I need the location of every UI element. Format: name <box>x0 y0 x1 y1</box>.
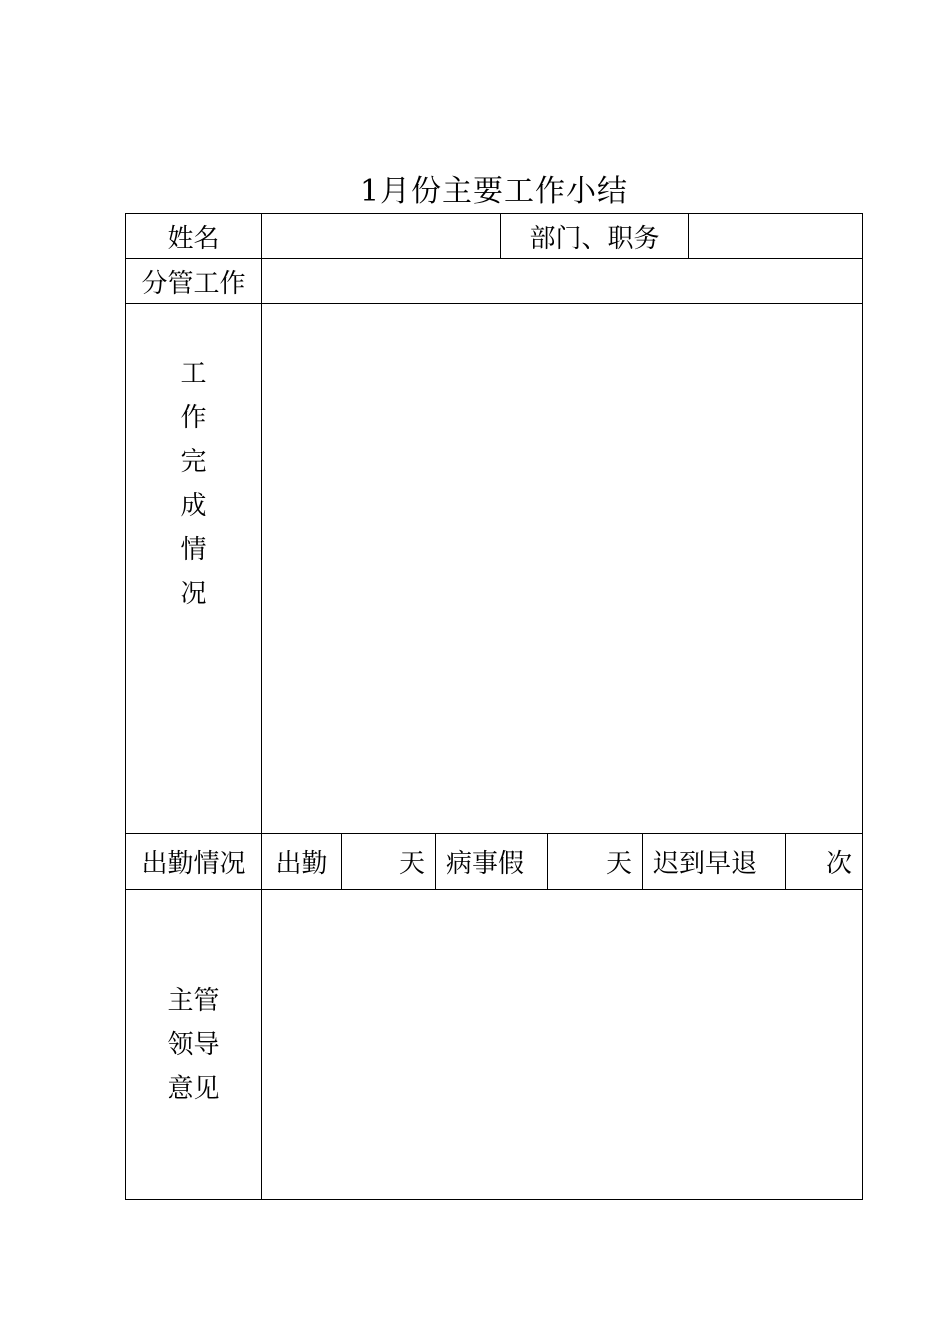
supervisor-opinion-label-line: 领导 <box>167 1029 220 1060</box>
supervisor-opinion-label-line: 意见 <box>167 1073 220 1104</box>
work-completion-label-char: 情 <box>180 535 207 565</box>
supervisor-opinion-field[interactable] <box>262 890 862 1199</box>
work-completion-label-char: 成 <box>180 491 207 521</box>
attendance-present-label: 出勤 <box>275 849 328 879</box>
name-label: 姓名 <box>167 223 220 254</box>
table-border-right <box>862 213 863 1200</box>
duty-label: 分管工作 <box>141 268 246 299</box>
supervisor-opinion-label <box>126 890 261 1199</box>
attendance-leave-label: 病事假 <box>446 849 525 879</box>
duty-field[interactable] <box>262 259 862 303</box>
attendance-leave-days-field[interactable] <box>548 834 642 889</box>
work-completion-label-char: 况 <box>180 579 207 609</box>
page-title: 1月份主要工作小结 <box>359 174 629 209</box>
name-field[interactable] <box>262 214 500 258</box>
work-completion-field[interactable] <box>262 304 862 833</box>
work-completion-label-char: 作 <box>180 403 207 433</box>
attendance-late-label: 迟到早退 <box>653 849 758 879</box>
attendance-present-unit: 天 <box>398 849 425 879</box>
attendance-label: 出勤情况 <box>141 849 246 879</box>
department-title-field[interactable] <box>689 214 862 258</box>
attendance-leave-unit: 天 <box>605 849 632 879</box>
attendance-present-days-field[interactable] <box>342 834 435 889</box>
work-completion-label <box>126 304 261 833</box>
work-completion-label-char: 完 <box>180 447 207 477</box>
attendance-late-count-field[interactable] <box>786 834 862 889</box>
table-border-bottom <box>125 1199 863 1200</box>
supervisor-opinion-label-line: 主管 <box>167 985 220 1016</box>
work-completion-label-char: 工 <box>180 359 207 389</box>
department-title-label: 部门、职务 <box>529 223 660 254</box>
attendance-late-unit: 次 <box>825 849 852 879</box>
